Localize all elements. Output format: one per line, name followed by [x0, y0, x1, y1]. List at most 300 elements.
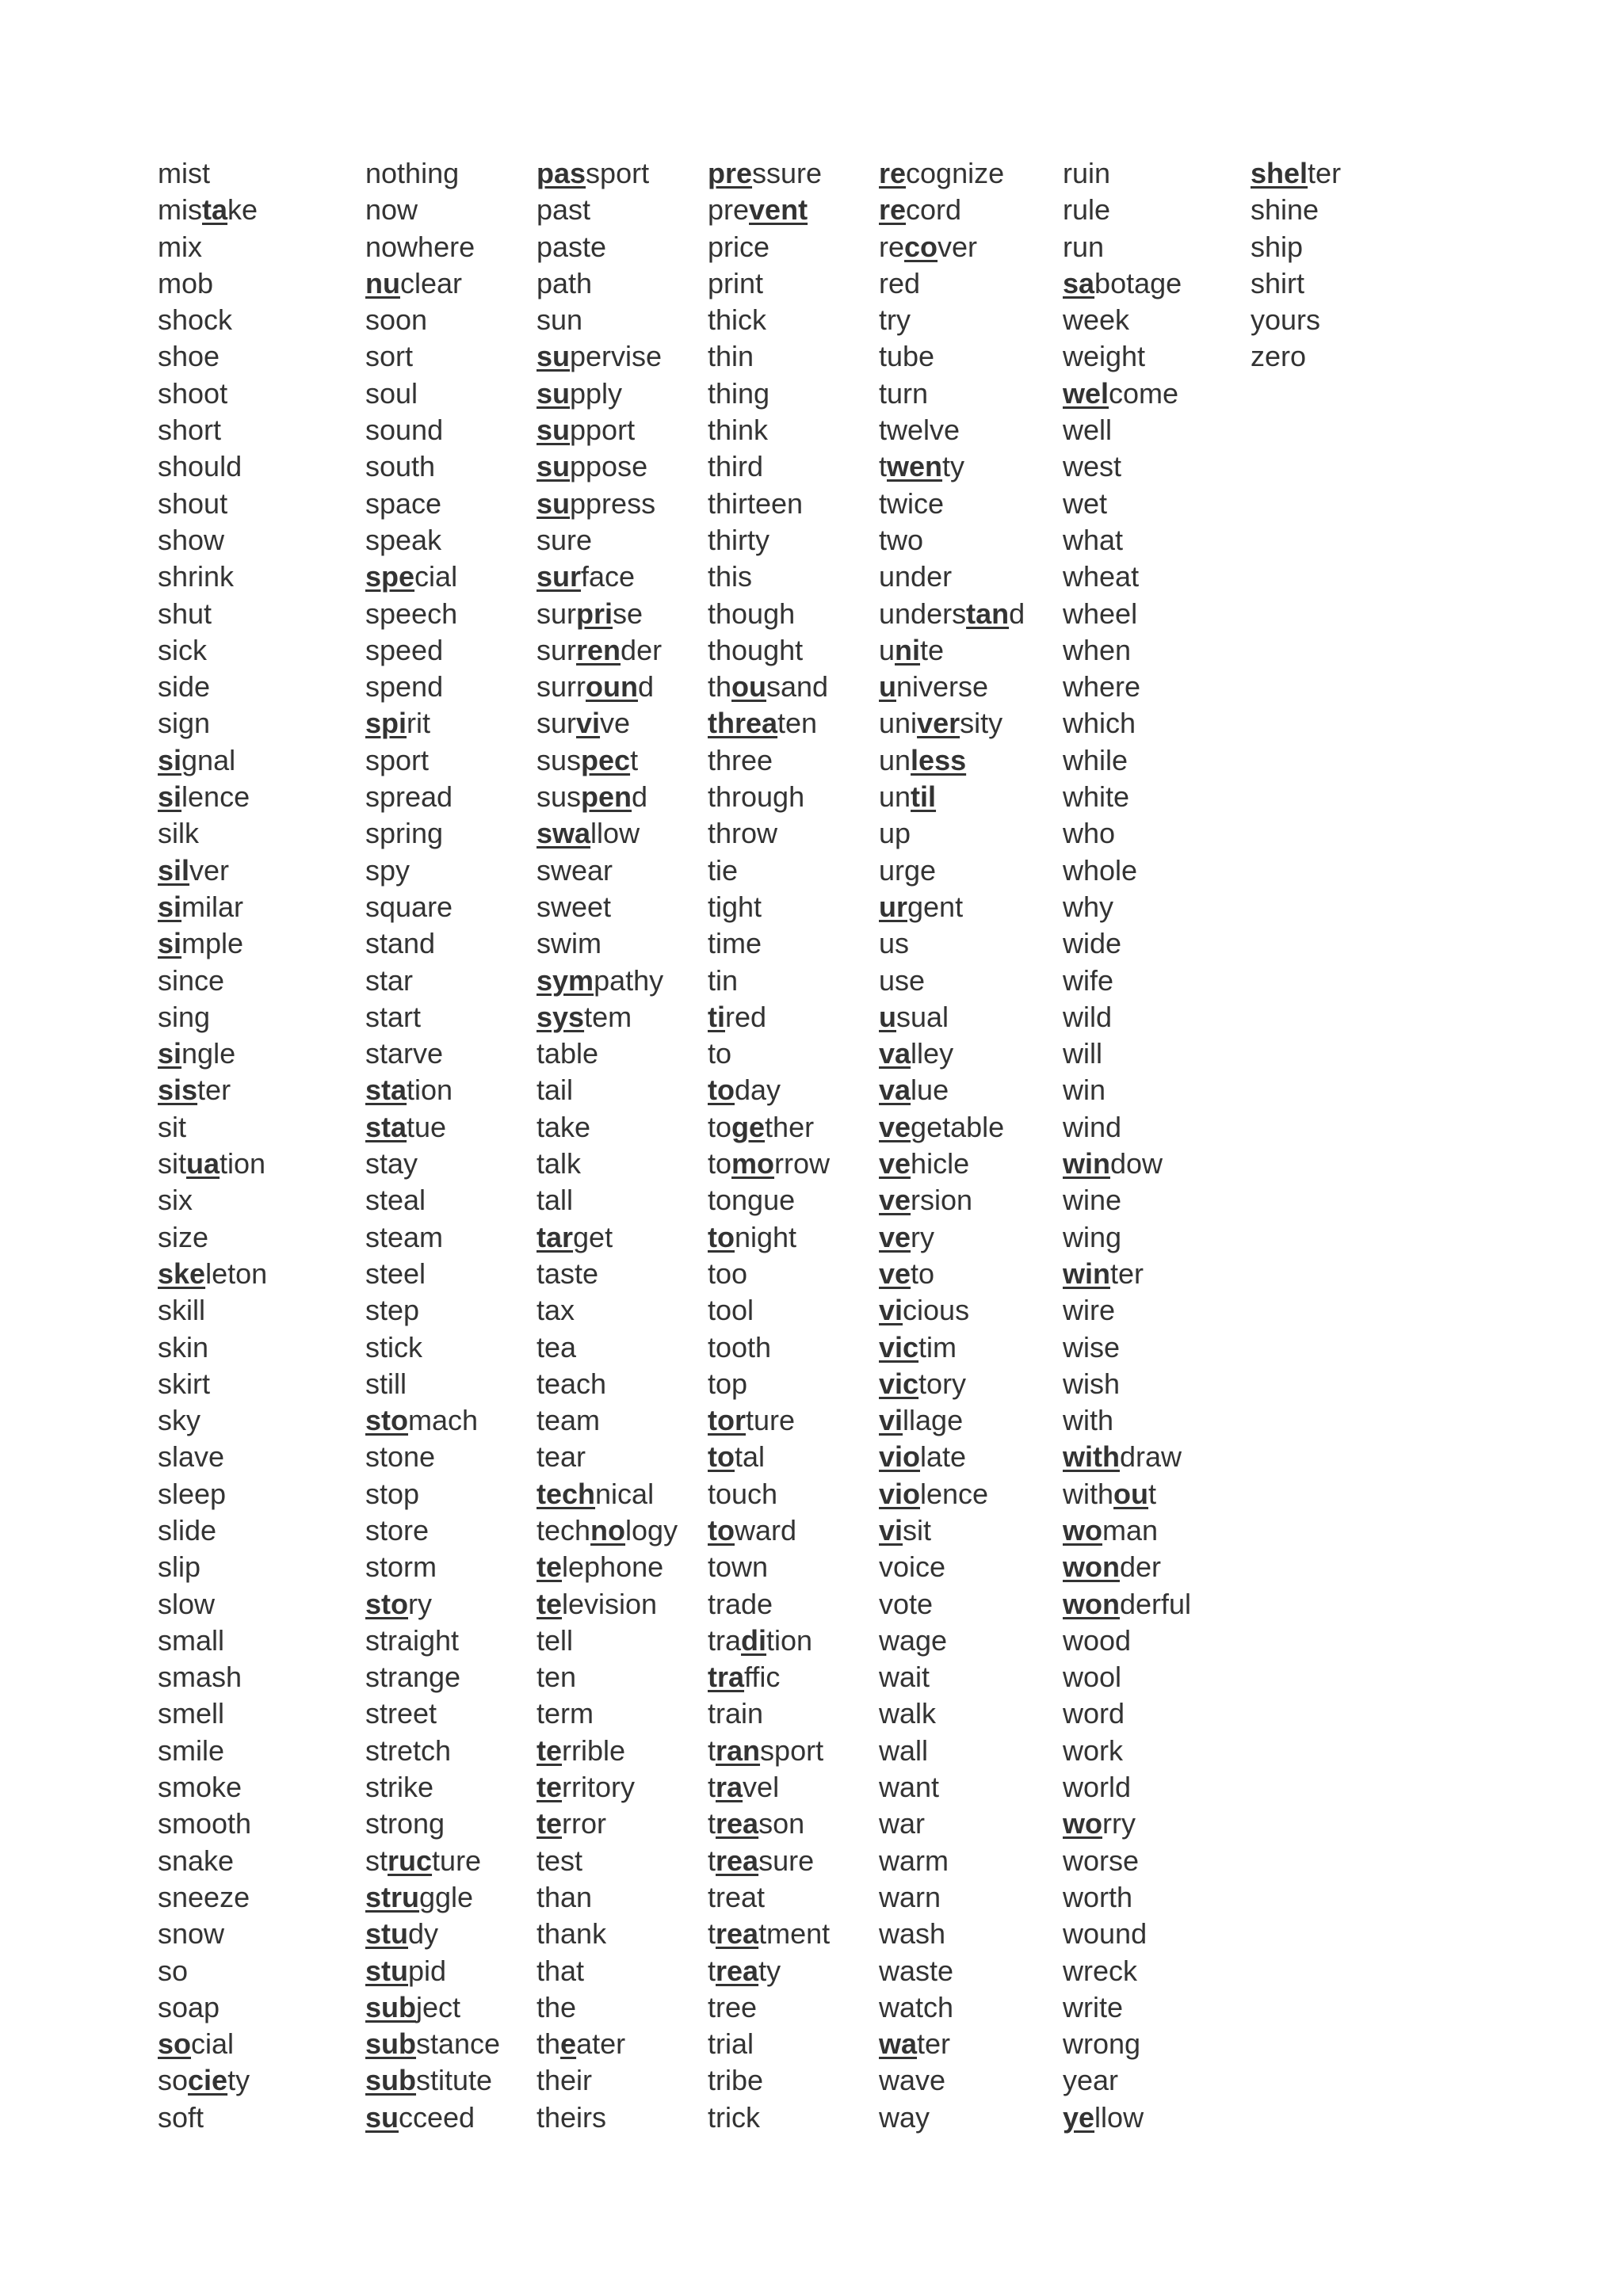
word-item: than — [537, 1880, 593, 1913]
word-item: shout — [158, 486, 228, 520]
word-item: spy — [365, 853, 411, 887]
word-item: prevent — [708, 193, 808, 227]
word-item: run — [1063, 230, 1105, 263]
stressed-syllable: vio — [879, 1477, 921, 1510]
word-item: weight — [1063, 340, 1146, 373]
stressed-syllable: vi — [879, 1404, 903, 1437]
word-item: straight — [365, 1623, 460, 1657]
word-item: sound — [365, 414, 444, 447]
word-item: surround — [537, 670, 655, 704]
word-item: strange — [365, 1661, 461, 1694]
word-item: since — [158, 963, 225, 997]
word-item: ship — [1251, 230, 1304, 263]
word-item: visit — [879, 1513, 932, 1547]
word-item: tooth — [708, 1330, 772, 1363]
word-item: nothing — [365, 157, 460, 189]
stressed-syllable: vi — [576, 707, 601, 740]
word-item: pressure — [708, 157, 823, 189]
stressed-syllable: won — [1063, 1587, 1120, 1620]
word-item: mix — [158, 230, 202, 263]
stressed-syllable: ni — [895, 633, 921, 666]
word-item: worse — [1063, 1844, 1140, 1877]
word-item: tight — [708, 890, 762, 923]
word-item: want — [879, 1771, 940, 1804]
word-item: tall — [537, 1184, 574, 1217]
word-item: warm — [879, 1844, 949, 1877]
word-item: shelter — [1251, 157, 1342, 189]
word-item: spring — [365, 817, 444, 850]
word-item: print — [708, 266, 764, 299]
word-item: world — [1063, 1771, 1132, 1804]
stressed-syllable: tra — [708, 1661, 745, 1694]
word-item: through — [708, 780, 805, 814]
word-item: thought — [708, 633, 804, 666]
word-item: trade — [708, 1587, 773, 1620]
word-item: team — [537, 1404, 601, 1437]
word-item: withdraw — [1063, 1440, 1182, 1474]
word-item: year — [1063, 2064, 1119, 2097]
stressed-syllable: nu — [365, 266, 400, 299]
word-item: similar — [158, 890, 244, 923]
word-item: wish — [1063, 1367, 1121, 1400]
word-item: thing — [708, 376, 770, 410]
word-item: taste — [537, 1257, 599, 1290]
stressed-syllable: sto — [365, 1587, 408, 1620]
word-item: society — [158, 2064, 250, 2097]
word-item: tomorrow — [708, 1147, 831, 1180]
stressed-syllable: va — [879, 1074, 911, 1107]
word-item: wonder — [1063, 1550, 1162, 1584]
word-item: slave — [158, 1440, 225, 1474]
word-column-2 — [365, 155, 500, 2136]
word-item: unite — [879, 633, 945, 666]
word-item: show — [158, 523, 225, 556]
word-item: win — [1063, 1074, 1106, 1107]
word-item: wire — [1063, 1294, 1116, 1327]
word-item: slide — [158, 1513, 217, 1547]
word-item: theater — [537, 2027, 626, 2061]
word-item: short — [158, 414, 222, 447]
word-item: university — [879, 707, 1003, 740]
word-item: tree — [708, 1990, 758, 2023]
stressed-syllable: ve — [879, 1147, 911, 1180]
word-item: that — [537, 1954, 585, 1987]
word-item: sure — [537, 523, 593, 556]
word-item: skin — [158, 1330, 209, 1363]
word-item: sweet — [537, 890, 612, 923]
word-item: walk — [879, 1697, 937, 1730]
word-item: top — [708, 1367, 748, 1400]
word-item: sister — [158, 1074, 231, 1107]
stressed-syllable: won — [1063, 1550, 1120, 1584]
word-item: until — [879, 780, 937, 814]
word-item: talk — [537, 1147, 582, 1180]
word-item: usual — [879, 1000, 949, 1033]
word-item: silence — [158, 780, 250, 814]
stressed-syllable: ou — [1113, 1477, 1149, 1510]
stressed-syllable: cie — [188, 2064, 228, 2097]
stressed-syllable: su — [365, 2100, 399, 2134]
stressed-syllable: co — [904, 230, 938, 263]
stressed-syllable: di — [741, 1623, 767, 1657]
stressed-syllable: sub — [365, 1990, 417, 2023]
word-item: smile — [158, 1733, 225, 1767]
word-item: smell — [158, 1697, 225, 1730]
word-item: worry — [1063, 1807, 1136, 1840]
word-item: violate — [879, 1440, 967, 1474]
stressed-syllable: wen — [887, 450, 943, 483]
stressed-syllable: vic — [879, 1367, 919, 1400]
word-item: zero — [1251, 340, 1307, 373]
word-item: wind — [1063, 1110, 1122, 1143]
word-item: suspect — [537, 743, 639, 776]
stressed-syllable: vio — [879, 1440, 921, 1474]
stressed-syllable: ver — [917, 707, 960, 740]
word-item: table — [537, 1037, 599, 1070]
word-item: stand — [365, 927, 436, 960]
word-item: so — [158, 1954, 189, 1987]
stressed-syllable: te — [537, 1771, 563, 1804]
word-item: wonderful — [1063, 1587, 1192, 1620]
stressed-syllable: ur — [879, 890, 907, 923]
word-item: small — [158, 1623, 225, 1657]
word-item: test — [537, 1844, 583, 1877]
word-item: vote — [879, 1587, 934, 1620]
word-item: steal — [365, 1184, 426, 1217]
word-item: term — [537, 1697, 594, 1730]
word-item: thick — [708, 303, 767, 337]
word-item: wall — [879, 1733, 929, 1767]
word-item: shirt — [1251, 266, 1305, 299]
word-item: suppose — [537, 450, 648, 483]
word-item: thirty — [708, 523, 770, 556]
word-item: ruin — [1063, 157, 1111, 189]
word-item: red — [879, 266, 921, 299]
stressed-syllable: sys — [537, 1000, 585, 1033]
stressed-syllable: re — [879, 157, 907, 189]
word-item: today — [708, 1074, 781, 1107]
word-item: record — [879, 193, 962, 227]
word-item: technology — [537, 1513, 678, 1547]
stressed-syllable: rea — [716, 1917, 759, 1951]
stressed-syllable: rea — [716, 1954, 759, 1987]
stressed-syllable: tor — [708, 1404, 746, 1437]
word-item: us — [879, 927, 910, 960]
word-item: stretch — [365, 1733, 452, 1767]
word-item: tell — [537, 1623, 574, 1657]
stressed-syllable: sta — [365, 1110, 407, 1143]
word-item: waste — [879, 1954, 954, 1987]
word-item: up — [879, 817, 911, 850]
word-item: special — [365, 560, 458, 593]
word-item: where — [1063, 670, 1141, 704]
word-item: subject — [365, 1990, 461, 2023]
word-item: thin — [708, 340, 754, 373]
word-item: tube — [879, 340, 935, 373]
word-item: treasure — [708, 1844, 815, 1877]
word-item: this — [708, 560, 753, 593]
stressed-syllable: spe — [365, 560, 415, 593]
word-item: surrender — [537, 633, 663, 666]
word-item: thousand — [708, 670, 829, 704]
word-column-7 — [1251, 155, 1341, 376]
word-item: universe — [879, 670, 989, 704]
word-item: trial — [708, 2027, 754, 2061]
word-item: urge — [879, 853, 937, 887]
stressed-syllable: wel — [1063, 376, 1109, 410]
stressed-syllable: no — [590, 1513, 626, 1547]
stressed-syllable: ve — [879, 1110, 911, 1143]
stressed-syllable: re — [879, 193, 907, 227]
word-item: simple — [158, 927, 244, 960]
stressed-syllable: si — [158, 927, 182, 960]
stressed-syllable: mo — [731, 1147, 775, 1180]
stressed-syllable: ve — [879, 1257, 911, 1290]
word-item: shut — [158, 597, 212, 630]
word-item: structure — [365, 1844, 482, 1877]
stressed-syllable: win — [1063, 1257, 1110, 1290]
word-item: mistake — [158, 193, 258, 227]
word-item: terrible — [537, 1733, 626, 1767]
word-item: speech — [365, 597, 458, 630]
word-item: warn — [879, 1880, 941, 1913]
stressed-syllable: tech — [537, 1477, 596, 1510]
stressed-syllable: sym — [537, 963, 594, 997]
word-item: silk — [158, 817, 199, 850]
word-item: passport — [537, 157, 650, 189]
word-item: time — [708, 927, 762, 960]
word-item: silver — [158, 853, 230, 887]
word-item: soap — [158, 1990, 220, 2023]
stressed-syllable: u — [879, 1000, 896, 1033]
word-item: valley — [879, 1037, 954, 1070]
stressed-syllable: rea — [716, 1844, 759, 1877]
word-item: space — [365, 486, 442, 520]
word-item: stay — [365, 1147, 418, 1180]
word-item: tax — [537, 1294, 575, 1327]
stressed-syllable: ta — [202, 193, 228, 227]
word-item: tonight — [708, 1220, 797, 1253]
word-item: treaty — [708, 1954, 781, 1987]
stressed-syllable: su — [537, 376, 571, 410]
word-item: treason — [708, 1807, 805, 1840]
stressed-syllable: ye — [1063, 2100, 1095, 2134]
word-item: recognize — [879, 157, 1005, 189]
word-item: yours — [1251, 303, 1321, 337]
word-item: west — [1063, 450, 1122, 483]
word-item: sky — [158, 1404, 200, 1437]
word-item: tradition — [708, 1623, 813, 1657]
word-item: survive — [537, 707, 631, 740]
stressed-syllable: su — [537, 486, 571, 520]
word-item: victory — [879, 1367, 967, 1400]
word-item: throw — [708, 817, 778, 850]
word-item: sleep — [158, 1477, 227, 1510]
word-item: try — [879, 303, 911, 337]
stressed-syllable: sil — [158, 853, 190, 887]
stressed-syllable: pri — [576, 597, 613, 630]
stressed-syllable: su — [537, 414, 571, 447]
word-item: store — [365, 1513, 430, 1547]
stressed-syllable: ruc — [388, 1844, 433, 1877]
word-item: window — [1063, 1147, 1163, 1180]
word-item: soft — [158, 2100, 204, 2134]
word-item: paste — [537, 230, 607, 263]
stressed-syllable: te — [537, 1807, 563, 1840]
word-item: snake — [158, 1844, 235, 1877]
word-item: swear — [537, 853, 613, 887]
word-item: surprise — [537, 597, 643, 630]
word-item: village — [879, 1404, 964, 1437]
word-item: water — [879, 2027, 951, 2061]
word-item: smoke — [158, 1771, 242, 1804]
word-item: way — [879, 2100, 930, 2134]
word-item: path — [537, 266, 593, 299]
stressed-syllable: e — [560, 2027, 577, 2061]
word-item: swim — [537, 927, 601, 960]
word-item: while — [1063, 743, 1128, 776]
stressed-syllable: sta — [365, 1074, 407, 1107]
word-item: what — [1063, 523, 1124, 556]
stressed-syllable: ge — [731, 1110, 766, 1143]
word-item: town — [708, 1550, 769, 1584]
word-item: twenty — [879, 450, 965, 483]
word-item: single — [158, 1037, 236, 1070]
word-item: wheel — [1063, 597, 1138, 630]
word-item: should — [158, 450, 242, 483]
word-column-5 — [879, 155, 1025, 2136]
word-item: six — [158, 1184, 193, 1217]
word-item: step — [365, 1294, 420, 1327]
word-item: twelve — [879, 414, 960, 447]
stressed-syllable: vi — [879, 1294, 903, 1327]
word-item: telephone — [537, 1550, 664, 1584]
word-column-4 — [708, 155, 830, 2136]
word-item: steam — [365, 1220, 444, 1253]
word-item: teach — [537, 1367, 607, 1400]
word-item: traffic — [708, 1661, 781, 1694]
word-item: surface — [537, 560, 636, 593]
word-item: story — [365, 1587, 432, 1620]
word-item: size — [158, 1220, 209, 1253]
word-item: tool — [708, 1294, 754, 1327]
word-item: strike — [365, 1771, 434, 1804]
word-item: shock — [158, 303, 233, 337]
word-column-3 — [537, 155, 678, 2136]
word-item: side — [158, 670, 211, 704]
word-item: television — [537, 1587, 658, 1620]
word-item: tired — [708, 1000, 767, 1033]
word-item: violence — [879, 1477, 989, 1510]
word-item: sabotage — [1063, 266, 1182, 299]
word-item: past — [537, 193, 591, 227]
stressed-syllable: pec — [581, 743, 631, 776]
word-item: start — [365, 1000, 422, 1033]
word-item: vicious — [879, 1294, 970, 1327]
word-item: skirt — [158, 1367, 210, 1400]
word-item: suppress — [537, 486, 656, 520]
word-item: street — [365, 1697, 437, 1730]
stressed-syllable: su — [537, 450, 571, 483]
word-item: price — [708, 230, 770, 263]
word-item: winter — [1063, 1257, 1144, 1290]
word-item: value — [879, 1074, 949, 1107]
word-item: when — [1063, 633, 1132, 666]
word-item: wait — [879, 1661, 930, 1694]
word-item: struggle — [365, 1880, 474, 1913]
stressed-syllable: rea — [716, 1807, 759, 1840]
word-item: three — [708, 743, 773, 776]
word-item: watch — [879, 1990, 954, 2023]
word-item: transport — [708, 1733, 824, 1767]
stressed-syllable: ve — [879, 1184, 911, 1217]
word-item: wide — [1063, 927, 1122, 960]
word-item: ten — [537, 1661, 577, 1694]
word-item: wild — [1063, 1000, 1113, 1033]
word-item: treatment — [708, 1917, 831, 1951]
word-item: mob — [158, 266, 214, 299]
word-item: sneeze — [158, 1880, 250, 1913]
word-item: stone — [365, 1440, 436, 1474]
word-item: tribe — [708, 2064, 764, 2097]
word-item: will — [1063, 1037, 1102, 1070]
word-item: wound — [1063, 1917, 1148, 1951]
word-item: stomach — [365, 1404, 479, 1437]
word-item: system — [537, 1000, 632, 1033]
word-item: voice — [879, 1550, 946, 1584]
word-column-6 — [1063, 155, 1191, 2136]
stressed-syllable: less — [911, 743, 967, 776]
word-item: though — [708, 597, 796, 630]
word-item: welcome — [1063, 376, 1179, 410]
word-item: mist — [158, 157, 210, 189]
word-item: wool — [1063, 1661, 1122, 1694]
word-item: to — [708, 1037, 732, 1070]
word-item: use — [879, 963, 926, 997]
word-item: wife — [1063, 963, 1114, 997]
stressed-syllable: si — [158, 780, 182, 814]
word-column-1 — [158, 155, 267, 2136]
word-item: thirteen — [708, 486, 804, 520]
word-item: skeleton — [158, 1257, 268, 1290]
word-item: substitute — [365, 2064, 493, 2097]
word-item: unless — [879, 743, 967, 776]
word-item: toward — [708, 1513, 797, 1547]
word-item: steel — [365, 1257, 426, 1290]
word-item: smash — [158, 1661, 242, 1694]
stressed-syllable: si — [158, 1037, 182, 1070]
stressed-syllable: so — [158, 2027, 192, 2061]
stressed-syllable: ra — [716, 1771, 743, 1804]
stressed-syllable: sis — [158, 1074, 198, 1107]
word-item: take — [537, 1110, 591, 1143]
word-item: with — [1063, 1404, 1114, 1437]
stressed-syllable: ua — [186, 1147, 220, 1180]
word-item: wrong — [1063, 2027, 1141, 2061]
word-item: wise — [1063, 1330, 1121, 1363]
word-item: war — [879, 1807, 926, 1840]
stressed-syllable: stu — [365, 1954, 408, 1987]
stressed-syllable: win — [1063, 1147, 1110, 1180]
stressed-syllable: vi — [879, 1513, 903, 1547]
stressed-syllable: stu — [365, 1917, 408, 1951]
word-item: sign — [158, 707, 211, 740]
word-item: still — [365, 1367, 407, 1400]
stressed-syllable: to — [708, 1513, 735, 1547]
word-item: the — [537, 1990, 577, 2023]
stressed-syllable: to — [708, 1440, 735, 1474]
word-item: supervise — [537, 340, 663, 373]
